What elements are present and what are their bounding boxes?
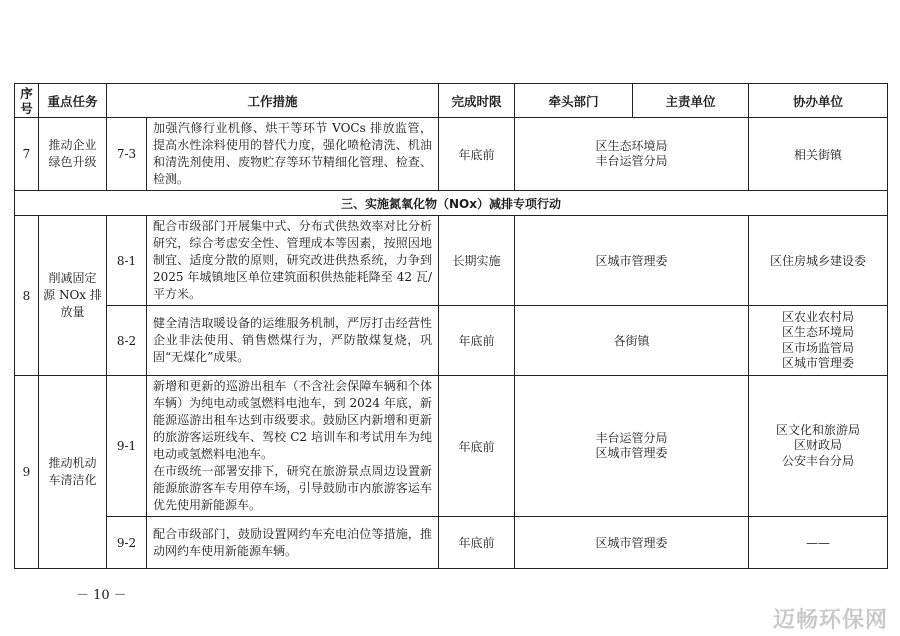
row7-lead: 区生态环境局 丰台运管分局: [515, 118, 749, 191]
row8-1-assist: 区住房城乡建设委: [749, 216, 888, 306]
row8-1-code: 8-1: [107, 216, 147, 306]
row9-2-deadline: 年底前: [439, 517, 515, 569]
header-seq: 序号: [15, 84, 39, 118]
row9-task: 推动机动车清洁化: [39, 376, 107, 569]
row9-1-lead: 丰台运管分局 区城市管理委: [515, 376, 749, 517]
row9-seq: 9: [15, 376, 39, 569]
row8-2-lead: 各街镇: [515, 306, 749, 376]
header-main: 主责单位: [633, 84, 749, 118]
row9-2-lead: 区城市管理委: [515, 517, 749, 569]
row8-2-deadline: 年底前: [439, 306, 515, 376]
row8-seq: 8: [15, 216, 39, 376]
page-number: － 10 －: [76, 588, 127, 603]
table-row: [15, 118, 888, 191]
row8-1-measure: 配合市级部门开展集中式、分布式供热效率对比分析研究，综合考虑安全性、管理成本等因素，按照因地制宜、适度分散的原则，研究改进供热系统，力争到 2025 年城镇地区单位建筑面积供热能耗降至 42 瓦/平方米。: [147, 216, 439, 306]
section-title: 三、实施氮氧化物（NOx）减排专项行动: [15, 191, 888, 216]
row9-1-measure: 新增和更新的巡游出租车（不含社会保障车辆和个体车辆）为纯电动或氢燃料电池车，到 2024 年底，新能源巡游出租车达到市级要求。鼓励区内新增和更新的旅游客运班线车、驾校 C2 培训车和考试用车为纯电动或氢燃料电池车。: [153, 379, 433, 461]
table-row: [15, 216, 888, 306]
row9-1-measure-2: 在市级统一部署安排下，研究在旅游景点周边设置新能源旅游客车专用停车场，引导鼓励市内旅游客运车优先使用新能源车。: [153, 464, 433, 512]
row7-assist: 相关街镇: [749, 118, 888, 191]
header-task: 重点任务: [39, 84, 107, 118]
row7-deadline: 年底前: [439, 118, 515, 191]
row9-1-code: 9-1: [107, 376, 147, 517]
row9-2-code: 9-2: [107, 517, 147, 569]
header-measure: 工作措施: [107, 84, 439, 118]
header-assist: 协办单位: [749, 84, 888, 118]
row7-task: 推动企业绿色升级: [39, 118, 107, 191]
table-row: [15, 376, 888, 517]
row9-1-measure-cell: [147, 376, 439, 517]
row8-2-measure: 健全清洁取暖设备的运维服务机制，严厉打击经营性企业非法使用、销售燃煤行为，严防散煤复烧，巩固“无煤化”成果。: [147, 306, 439, 376]
row9-1-deadline: 年底前: [439, 376, 515, 517]
header-lead: 牵头部门: [515, 84, 633, 118]
row7-seq: 7: [15, 118, 39, 191]
row8-task: 削减固定源 NOx 排放量: [39, 216, 107, 376]
table-row: [15, 306, 888, 376]
header-row: [15, 84, 888, 118]
row9-2-assist: ——: [749, 517, 888, 569]
row8-1-lead: 区城市管理委: [515, 216, 749, 306]
table-row: [15, 517, 888, 569]
row7-code: 7-3: [107, 118, 147, 191]
section-row: [15, 191, 888, 216]
row9-2-measure: 配合市级部门，鼓励设置网约车充电泊位等措施，推动网约车使用新能源车辆。: [147, 517, 439, 569]
row9-1-assist: 区文化和旅游局 区财政局 公安丰台分局: [749, 376, 888, 517]
row7-measure: 加强汽修行业机修、烘干等环节 VOCs 排放监管，提高水性涂料使用的替代力度，强化喷枪清洗、机油和清洗剂使用、废物贮存等环节精细化管理、检查、检测。: [147, 118, 439, 191]
row8-1-deadline: 长期实施: [439, 216, 515, 306]
row8-2-code: 8-2: [107, 306, 147, 376]
header-deadline: 完成时限: [439, 84, 515, 118]
task-table: [14, 83, 888, 569]
row8-2-assist: 区农业农村局 区生态环境局 区市场监管局 区城市管理委: [749, 306, 888, 376]
watermark: 迈畅环保网: [772, 608, 888, 633]
